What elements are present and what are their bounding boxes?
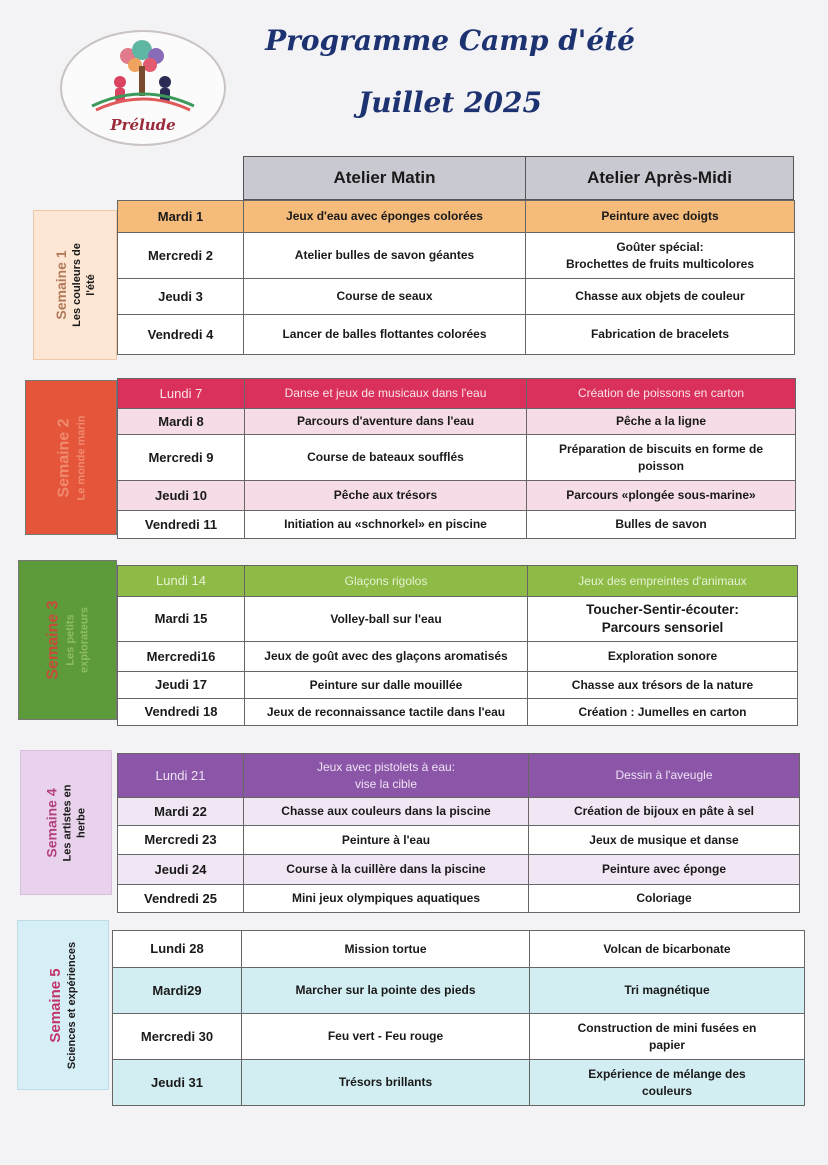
- day-cell: Mardi 1: [118, 201, 244, 233]
- morning-activity: Parcours d'aventure dans l'eau: [245, 409, 527, 435]
- afternoon-activity: Chasse aux objets de couleur: [526, 279, 795, 315]
- afternoon-activity: Chasse aux trésors de la nature: [528, 672, 798, 699]
- week-theme: l'été: [85, 274, 98, 296]
- day-cell: Jeudi 31: [113, 1060, 242, 1106]
- table-row: [118, 798, 800, 826]
- table-row: [113, 1060, 805, 1106]
- table-row: [118, 233, 795, 279]
- afternoon-activity: Volcan de bicarbonate: [530, 931, 805, 968]
- morning-activity: Mini jeux olympiques aquatiques: [244, 885, 529, 913]
- table-row: [118, 699, 798, 726]
- week-label: Semaine 5: [47, 967, 65, 1043]
- afternoon-activity: Dessin à l'aveugle: [529, 754, 800, 798]
- morning-activity: Mission tortue: [242, 931, 530, 968]
- morning-activity: Pêche aux trésors: [245, 481, 527, 511]
- table-row: [118, 597, 798, 642]
- morning-activity: Course de seaux: [244, 279, 526, 315]
- week-label: Semaine 4: [43, 787, 60, 858]
- morning-activity: Volley-ball sur l'eau: [245, 597, 528, 642]
- table-row: [118, 481, 796, 511]
- page-title: Programme Camp d'été: [265, 24, 635, 57]
- week-label: Semaine 3: [44, 600, 62, 680]
- logo-text: Prélude: [110, 116, 176, 134]
- afternoon-activity: Tri magnétique: [530, 968, 805, 1014]
- week-1-label: [33, 210, 117, 360]
- table-row: [118, 642, 798, 672]
- day-cell: Mercredi 2: [118, 233, 244, 279]
- morning-activity: Marcher sur la pointe des pieds: [242, 968, 530, 1014]
- day-cell: Mercredi 9: [118, 435, 245, 481]
- day-cell: Jeudi 10: [118, 481, 245, 511]
- table-row: [113, 1014, 805, 1060]
- day-cell: Mardi 8: [118, 409, 245, 435]
- table-row: [118, 511, 796, 539]
- afternoon-activity: Exploration sonore: [528, 642, 798, 672]
- week-theme: Les petits: [64, 614, 77, 666]
- morning-activity: Peinture à l'eau: [244, 826, 529, 855]
- morning-activity: Glaçons rigolos: [245, 566, 528, 597]
- day-cell: Mercredi 23: [118, 826, 244, 855]
- page-subtitle: Juillet 2025: [358, 86, 542, 119]
- morning-activity: Course de bateaux soufflés: [245, 435, 527, 481]
- table-row: [113, 931, 805, 968]
- table-row: [118, 826, 800, 855]
- morning-activity: Jeux de goût avec des glaçons aromatisés: [245, 642, 528, 672]
- afternoon-activity: Création de poissons en carton: [527, 379, 796, 409]
- afternoon-activity: Jeux des empreintes d'animaux: [528, 566, 798, 597]
- week-label: Semaine 2: [55, 417, 72, 498]
- morning-activity: Atelier bulles de savon géantes: [244, 233, 526, 279]
- afternoon-activity: Construction de mini fusées en papier: [530, 1014, 805, 1060]
- table-row: [118, 409, 796, 435]
- morning-activity: Course à la cuillère dans la piscine: [244, 855, 529, 885]
- morning-activity: Chasse aux couleurs dans la piscine: [244, 798, 529, 826]
- week-theme: Les couleurs de: [71, 243, 84, 327]
- week-1-table: [117, 200, 795, 355]
- week-4-label: [20, 750, 112, 895]
- table-row: [118, 566, 798, 597]
- table-row: [118, 855, 800, 885]
- morning-activity: Jeux de reconnaissance tactile dans l'eau: [245, 699, 528, 726]
- morning-activity: Danse et jeux de musicaux dans l'eau: [245, 379, 527, 409]
- day-cell: Mardi 22: [118, 798, 244, 826]
- afternoon-activity: Expérience de mélange des couleurs: [530, 1060, 805, 1106]
- day-cell: Mardi29: [113, 968, 242, 1014]
- table-row: [113, 968, 805, 1014]
- week-theme: Le monde marin: [75, 415, 87, 500]
- week-label: Semaine 1: [53, 250, 70, 320]
- day-cell: Vendredi 11: [118, 511, 245, 539]
- table-row: [118, 885, 800, 913]
- day-cell: Vendredi 4: [118, 315, 244, 355]
- day-cell: Lundi 21: [118, 754, 244, 798]
- week-theme: herbe: [75, 807, 88, 838]
- afternoon-activity: Création : Jumelles en carton: [528, 699, 798, 726]
- afternoon-activity: Coloriage: [529, 885, 800, 913]
- afternoon-activity: Pêche a la ligne: [527, 409, 796, 435]
- table-row: [118, 315, 795, 355]
- afternoon-activity: Jeux de musique et danse: [529, 826, 800, 855]
- week-3-label: [18, 560, 117, 720]
- afternoon-activity: Peinture avec éponge: [529, 855, 800, 885]
- morning-activity: Jeux d'eau avec éponges colorées: [244, 201, 526, 233]
- afternoon-activity: Fabrication de bracelets: [526, 315, 795, 355]
- table-row: [118, 672, 798, 699]
- week-5-label: [17, 920, 109, 1090]
- week-theme: Sciences et expériences: [66, 941, 79, 1069]
- week-3-table: [117, 565, 798, 726]
- morning-activity: Initiation au «schnorkel» en piscine: [245, 511, 527, 539]
- week-2-label: [25, 380, 117, 535]
- afternoon-activity: Parcours «plongée sous-marine»: [527, 481, 796, 511]
- afternoon-activity: Peinture avec doigts: [526, 201, 795, 233]
- table-row: [118, 279, 795, 315]
- afternoon-activity: Goûter spécial: Brochettes de fruits multicolores: [526, 233, 795, 279]
- afternoon-activity: Préparation de biscuits en forme de poisson: [527, 435, 796, 481]
- day-cell: Jeudi 17: [118, 672, 245, 699]
- column-header-morning: Atelier Matin: [243, 156, 526, 200]
- table-row: [118, 379, 796, 409]
- day-cell: Jeudi 3: [118, 279, 244, 315]
- day-cell: Mercredi 30: [113, 1014, 242, 1060]
- day-cell: Mercredi16: [118, 642, 245, 672]
- morning-activity: Peinture sur dalle mouillée: [245, 672, 528, 699]
- morning-activity: Jeux avec pistolets à eau: vise la cible: [244, 754, 529, 798]
- afternoon-activity: Création de bijoux en pâte à sel: [529, 798, 800, 826]
- morning-activity: Trésors brillants: [242, 1060, 530, 1106]
- day-cell: Lundi 7: [118, 379, 245, 409]
- week-4-table: [117, 753, 800, 913]
- week-theme: explorateurs: [78, 606, 91, 674]
- day-cell: Vendredi 25: [118, 885, 244, 913]
- day-cell: Vendredi 18: [118, 699, 245, 726]
- afternoon-activity: Bulles de savon: [527, 511, 796, 539]
- day-cell: Mardi 15: [118, 597, 245, 642]
- week-5-table: [112, 930, 805, 1106]
- day-cell: Jeudi 24: [118, 855, 244, 885]
- morning-activity: Feu vert - Feu rouge: [242, 1014, 530, 1060]
- week-2-table: [117, 378, 796, 539]
- day-cell: Lundi 14: [118, 566, 245, 597]
- column-header-afternoon: Atelier Après-Midi: [525, 156, 794, 200]
- table-row: [118, 201, 795, 233]
- table-row: [118, 754, 800, 798]
- morning-activity: Lancer de balles flottantes colorées: [244, 315, 526, 355]
- afternoon-activity: Toucher-Sentir-écouter: Parcours sensoriel: [528, 597, 798, 642]
- week-theme: Les artistes en: [61, 783, 74, 862]
- day-cell: Lundi 28: [113, 931, 242, 968]
- table-row: [118, 435, 796, 481]
- prelude-logo: [60, 30, 226, 146]
